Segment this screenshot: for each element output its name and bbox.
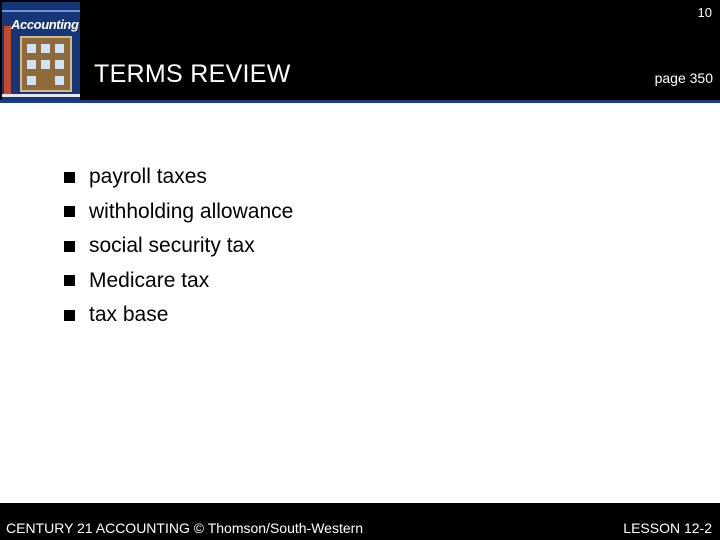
cover-window — [41, 44, 50, 53]
cover-window — [27, 76, 36, 85]
term-text: social security tax — [89, 234, 255, 258]
page-reference: page 350 — [654, 70, 713, 86]
cover-window — [41, 60, 50, 69]
list-item — [64, 160, 293, 195]
cover-window — [55, 76, 64, 85]
footer-copyright: CENTURY 21 ACCOUNTING © Thomson/South-Western — [6, 520, 364, 536]
cover-window — [27, 44, 36, 53]
cover-window — [27, 60, 36, 69]
cover-brand-text: Accounting — [11, 17, 79, 32]
term-text: withholding allowance — [89, 199, 294, 223]
term-text: Medicare tax — [89, 268, 210, 292]
square-bullet-icon — [64, 206, 75, 217]
term-text: payroll taxes — [89, 165, 207, 189]
header-rule — [0, 100, 720, 103]
slide-title: TERMS REVIEW — [94, 60, 291, 88]
cover-spine — [4, 26, 11, 94]
list-item — [64, 229, 293, 264]
list-item — [64, 195, 293, 230]
footer-lesson: LESSON 12-2 — [623, 520, 712, 536]
list-item — [64, 298, 293, 333]
square-bullet-icon — [64, 275, 75, 286]
square-bullet-icon — [64, 310, 75, 321]
square-bullet-icon — [64, 172, 75, 183]
cover-building-graphic — [20, 36, 72, 92]
cover-band — [2, 10, 80, 12]
square-bullet-icon — [64, 241, 75, 252]
term-text: tax base — [89, 303, 169, 327]
cover-stripe — [2, 94, 80, 97]
book-cover-image — [2, 2, 80, 100]
cover-window — [55, 60, 64, 69]
terms-list — [64, 160, 293, 333]
slide-number: 10 — [697, 5, 712, 20]
list-item — [64, 264, 293, 299]
cover-window — [55, 44, 64, 53]
